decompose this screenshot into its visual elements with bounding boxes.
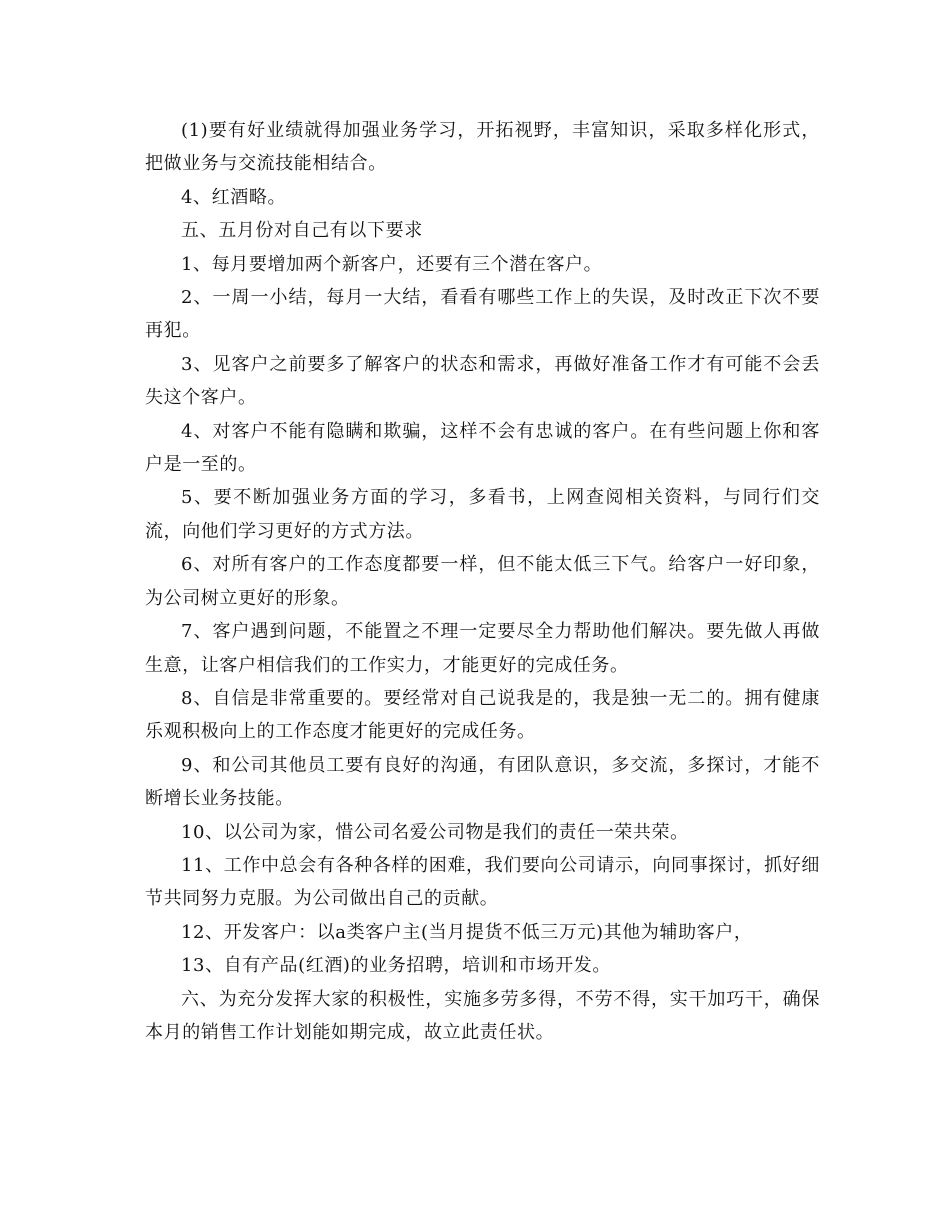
requirement-item-2: 2、一周一小结，每月一大结，看看有哪些工作上的失误，及时改正下次不要再犯。 [145, 287, 820, 342]
paragraph-1: (1)要有好业绩就得加强业务学习，开拓视野，丰富知识，采取多样化形式，把做业务与交流技能相结合。 [145, 120, 820, 175]
requirement-item-6: 6、对所有客户的工作态度都要一样，但不能太低三下气。给客户一好印象，为公司树立更好的形象。 [145, 554, 820, 609]
requirement-item-11: 11、工作中总会有各种各样的困难，我们要向公司请示，向同事探讨，抓好细节共同努力克服。为公司做出自己的贡献。 [145, 854, 820, 910]
section-paragraph-6: 六、为充分发挥大家的积极性，实施多劳多得，不劳不得，实干加巧干，确保本月的销售工作计划能如期完成，故立此责任状。 [145, 988, 820, 1043]
requirement-item-12: 12、开发客户：以a类客户主(当月提货不低三万元)其他为辅助客户， [181, 921, 753, 943]
requirement-item-8: 8、自信是非常重要的。要经常对自己说我是的，我是独一无二的。拥有健康乐观积极向上的工作态度才能更好的完成任务。 [145, 687, 820, 743]
requirement-item-9: 9、和公司其他员工要有良好的沟通，有团队意识，多交流，多探讨，才能不断增长业务技能。 [145, 754, 820, 810]
requirement-item-1: 1、每月要增加两个新客户，还要有三个潜在客户。 [181, 253, 603, 275]
paragraph-2: 4、红酒略。 [181, 186, 287, 208]
requirement-item-13: 13、自有产品(红酒)的业务招聘，培训和市场开发。 [181, 955, 611, 977]
requirement-item-5: 5、要不断加强业务方面的学习，多看书，上网查阅相关资料，与同行们交流，向他们学习更好的方式方法。 [145, 487, 820, 542]
section-heading-5: 五、五月份对自己有以下要求 [181, 220, 423, 242]
requirement-item-3: 3、见客户之前要多了解客户的状态和需求，再做好准备工作才有可能不会丢失这个客户。 [145, 353, 820, 409]
document-body [145, 114, 820, 1049]
requirement-item-4: 4、对客户不能有隐瞒和欺骗，这样不会有忠诚的客户。在有些问题上你和客户是一至的。 [145, 420, 820, 476]
requirement-item-10: 10、以公司为家，惜公司名爱公司物是我们的责任一荣共荣。 [181, 821, 689, 843]
requirement-item-7: 7、客户遇到问题，不能置之不理一定要尽全力帮助他们解决。要先做人再做生意，让客户相信我们的工作实力，才能更好的完成任务。 [145, 621, 820, 676]
